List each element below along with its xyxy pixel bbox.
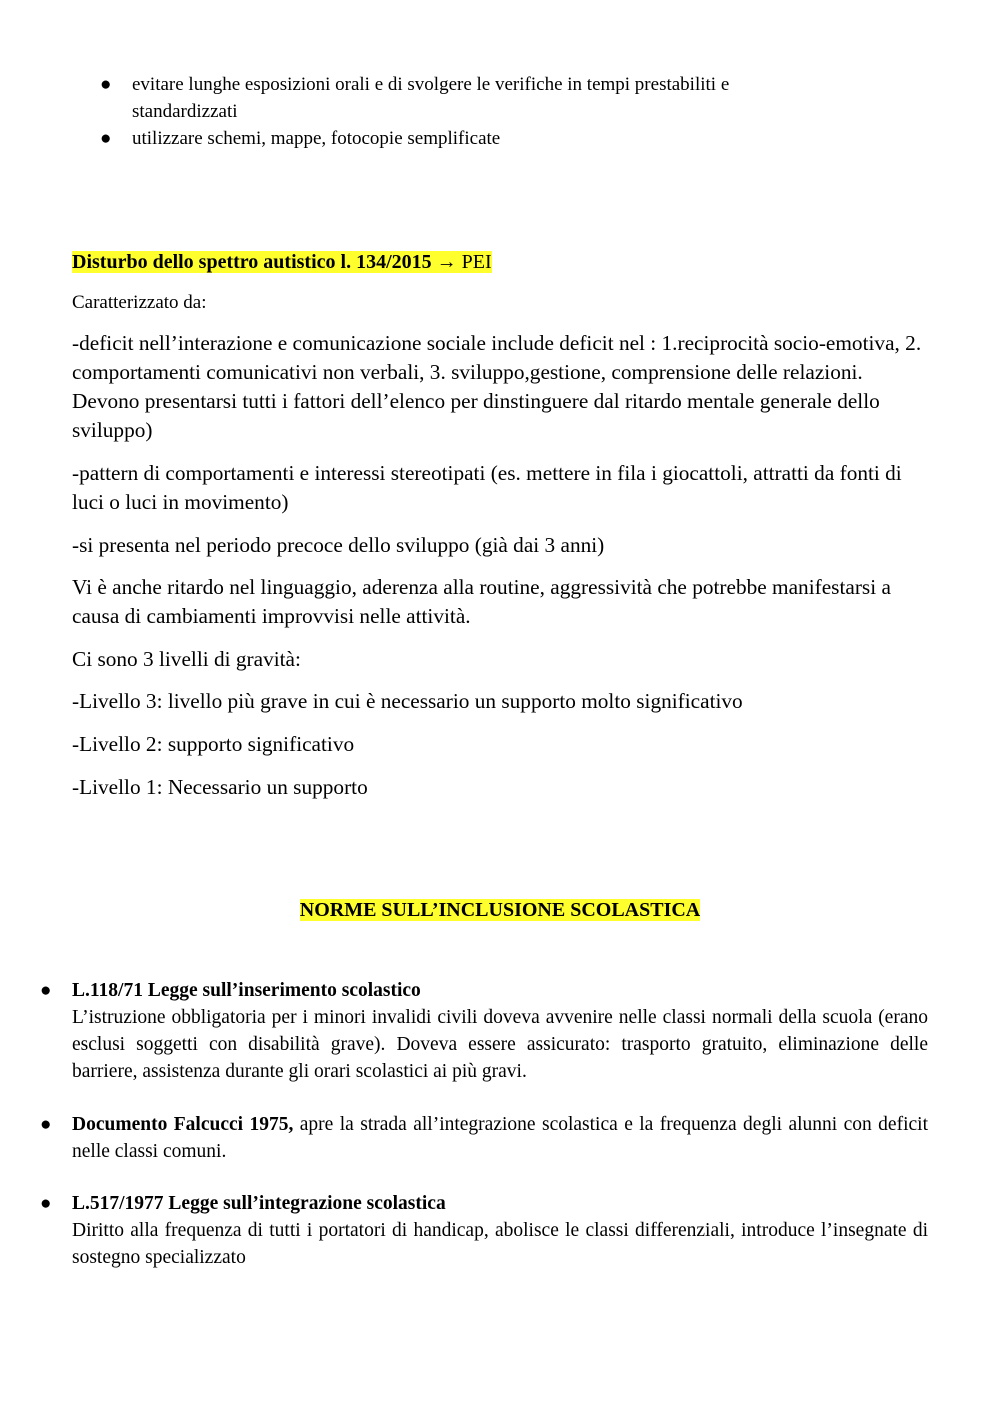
paragraph-text: -Livello 1: Necessario un supporto	[72, 775, 368, 799]
bullet-icon: ●	[40, 1193, 52, 1214]
norm-content	[72, 1190, 928, 1271]
autism-heading-block	[72, 249, 932, 275]
autism-level-1	[72, 773, 932, 802]
list-item-line: evitare lunghe esposizioni orali e di svolgere le verifiche in tempi prestabiliti e	[132, 74, 730, 95]
list-item-line: standardizzati	[132, 101, 238, 122]
paragraph-text: -si presenta nel periodo precoce dello sviluppo (già dai 3 anni)	[72, 533, 605, 557]
norm-text: apre la strada all’integrazione scolastica e la frequenza degli alunni con deficit nelle classi comuni.	[72, 1114, 928, 1162]
norms-heading: NORME SULL’INCLUSIONE SCOLASTICA	[299, 899, 701, 921]
paragraph-text: -deficit nell’interazione e comunicazione sociale include deficit nel : 1.reciprocità socio-emotiva, 2. comportamenti comunicativi non verbali, 3. sviluppo,gestione, comprensione delle relazioni. Devono presentarsi tutti i fattori dell’elenco per dinstinguere dal ritardo mentale generale dello sviluppo)	[72, 331, 922, 442]
autism-level-2	[72, 730, 932, 759]
norm-item	[0, 1111, 1000, 1165]
norm-text: Diritto alla frequenza di tutti i portatori di handicap, abolisce le classi differenziali, introduce l’insegnate di sostegno specializzato	[72, 1220, 928, 1268]
norm-title: L.118/71 Legge sull’inserimento scolastico	[72, 980, 421, 1001]
norm-title: L.517/1977 Legge sull’integrazione scolastica	[72, 1193, 446, 1214]
norm-item	[0, 1190, 1000, 1271]
norm-content	[72, 1111, 928, 1165]
norms-heading-block	[0, 897, 1000, 923]
autism-level-3	[72, 687, 932, 716]
paragraph-text: -Livello 2: supporto significativo	[72, 732, 355, 756]
autism-paragraph-5	[72, 645, 932, 674]
norm-title: Documento Falcucci 1975,	[72, 1114, 294, 1135]
autism-heading-arrow: → PEI	[431, 251, 492, 273]
top-bullet-list	[0, 71, 1000, 152]
paragraph-text: Ci sono 3 livelli di gravità:	[72, 647, 301, 671]
norm-text: L’istruzione obbligatoria per i minori invalidi civili doveva avvenire nelle classi normali della scuola (erano esclusi soggetti con disabilità grave). Doveva essere assicurato: trasporto gratuito, eliminazione delle barriere, assistenza durante gli orari scolastici ai più gravi.	[72, 1007, 928, 1082]
bullet-icon: ●	[40, 1114, 52, 1135]
autism-paragraph-1	[72, 329, 932, 445]
paragraph-text: -pattern di comportamenti e interessi stereotipati (es. mettere in fila i giocattoli, attratti da fonti di luci o luci in movimento)	[72, 461, 902, 514]
autism-paragraph-4	[72, 573, 932, 631]
bullet-icon: ●	[100, 128, 112, 149]
bullet-icon: ●	[100, 74, 112, 95]
norm-content	[72, 977, 928, 1085]
paragraph-text: Vi è anche ritardo nel linguaggio, aderenza alla routine, aggressività che potrebbe manifestarsi a causa di cambiamenti improvvisi nelle attività.	[72, 575, 891, 628]
bullet-icon: ●	[40, 980, 52, 1001]
list-item	[0, 71, 852, 125]
paragraph-text: -Livello 3: livello più grave in cui è necessario un supporto molto significativo	[72, 689, 743, 713]
autism-heading-bold: Disturbo dello spettro autistico l. 134/2015	[72, 251, 432, 273]
autism-heading	[72, 251, 492, 273]
list-item	[0, 125, 852, 152]
list-item-line: utilizzare schemi, mappe, fotocopie semplificate	[132, 128, 501, 149]
autism-intro: Caratterizzato da:	[72, 292, 207, 313]
autism-paragraph-3	[72, 531, 932, 560]
autism-paragraph-2	[72, 459, 932, 517]
norm-item	[0, 977, 1000, 1085]
autism-intro-block	[72, 289, 932, 316]
